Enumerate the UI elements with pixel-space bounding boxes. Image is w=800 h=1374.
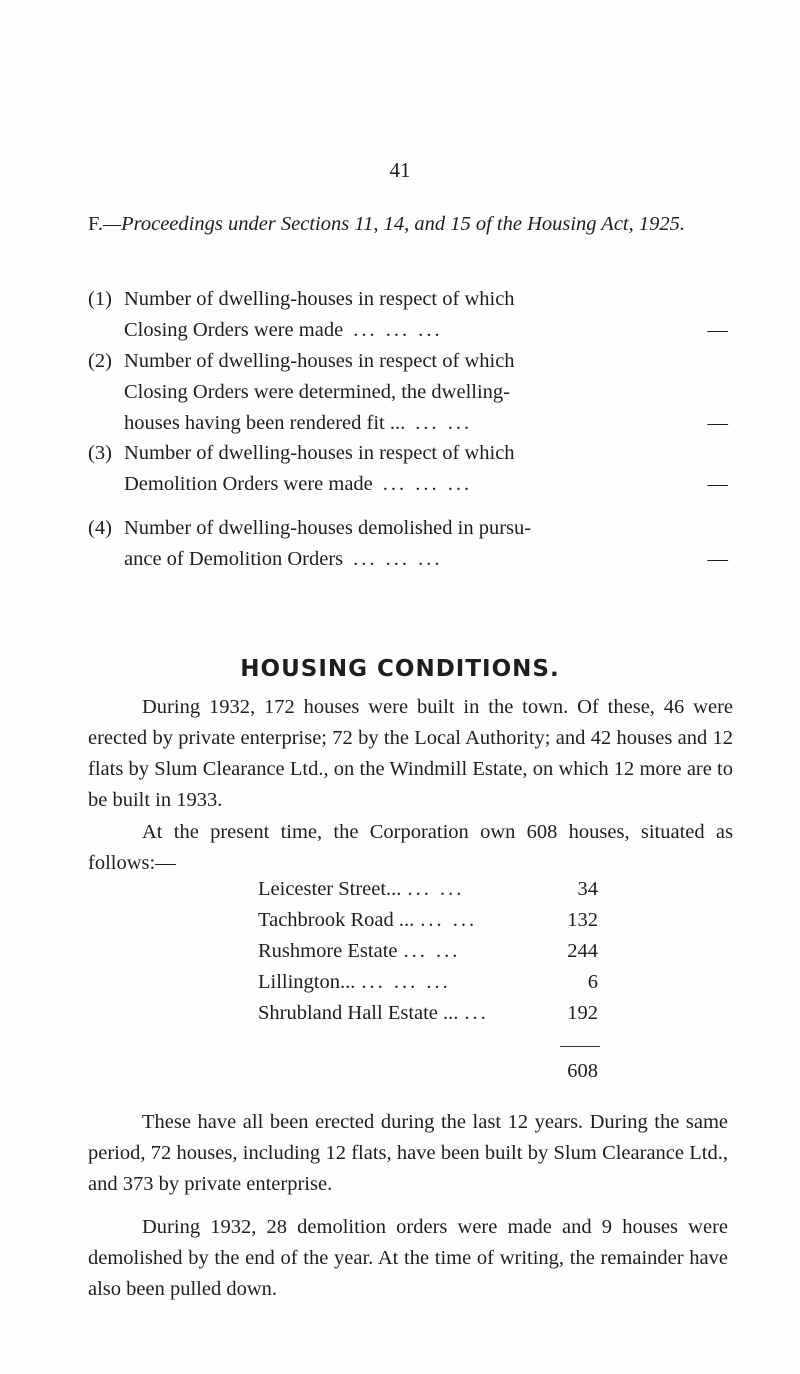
leader-dots: ... ... [415, 412, 473, 434]
table-row [258, 878, 598, 901]
leader-dots: ... ... ... [382, 473, 473, 495]
paragraph-text: During 1932, 28 demolition orders were made and 9 houses were demolished by the end of the year. At the time of writing, the remainder have also been pulled down. [88, 1216, 728, 1300]
paragraph-4 [88, 1212, 728, 1305]
leader-dots: ... [464, 1002, 489, 1024]
item-text: Closing Orders were determined, the dwelling- [124, 381, 510, 403]
paragraph-text: At the present time, the Corporation own 608 houses, situated as follows:— [88, 821, 733, 874]
paragraph-2 [88, 817, 733, 879]
estate-name: Tachbrook Road ... [258, 909, 415, 931]
house-count: 192 [567, 1002, 598, 1024]
house-count: 34 [577, 878, 598, 900]
leader-dots: ... ... ... [353, 319, 443, 341]
paragraph-text: These have all been erected during the last 12 years. During the same period, 72 houses, including 12 flats, have been built by Slum Clearance Ltd., and 373 by private enterprise. [88, 1111, 728, 1195]
item-text: Number of dwelling-houses in respect of which [124, 442, 515, 464]
house-count: 244 [567, 940, 598, 962]
table-row [258, 971, 598, 994]
item-text: Demolition Orders were made [124, 473, 373, 495]
item-value: — [707, 473, 728, 495]
section-title-text: —Proceedings under Sections 11, 14, and 15 of the Housing Act, 1925. [102, 213, 685, 235]
item-text: Closing Orders were made [124, 319, 344, 341]
list-item [88, 284, 728, 346]
item-value: — [707, 548, 728, 570]
table-row [258, 1002, 598, 1025]
list-item [88, 346, 728, 439]
leader-dots: ... ... [420, 909, 478, 931]
item-value: — [707, 319, 728, 341]
table-row [258, 940, 598, 963]
house-count: 6 [587, 971, 598, 993]
estate-name: Leicester Street... [258, 878, 402, 900]
item-number: (2) [88, 350, 112, 372]
list-item [88, 513, 728, 575]
table-row [258, 909, 598, 932]
total-rule [560, 1046, 600, 1047]
list-item [88, 438, 728, 500]
item-number: (4) [88, 517, 112, 539]
leader-dots: ... ... ... [361, 971, 451, 993]
item-text: Number of dwelling-houses demolished in pursu- [124, 517, 532, 539]
leader-dots: ... ... ... [353, 548, 443, 570]
item-number: (1) [88, 288, 112, 310]
item-text: Number of dwelling-houses in respect of which [124, 288, 515, 310]
paragraph-1 [88, 692, 733, 816]
table-total: 608 [567, 1060, 598, 1082]
item-text: houses having been rendered fit ... [124, 412, 406, 434]
housing-conditions-heading: HOUSING CONDITIONS. [240, 656, 560, 682]
item-text: ance of Demolition Orders [124, 548, 344, 570]
estate-name: Rushmore Estate [258, 940, 398, 962]
leader-dots: ... ... [403, 940, 461, 962]
page-number: 41 [389, 158, 411, 182]
house-count: 132 [567, 909, 598, 931]
estate-name: Lillington... [258, 971, 356, 993]
item-text: Number of dwelling-houses in respect of which [124, 350, 515, 372]
paragraph-text: During 1932, 172 houses were built in the town. Of these, 46 were erected by private enterprise; 72 by the Local Authority; and 42 houses and 12 flats by Slum Clearance Ltd., on the Windmill Estate, on which 12 more are to be built in 1933. [88, 696, 733, 811]
item-value: — [707, 412, 728, 434]
estate-name: Shrubland Hall Estate ... [258, 1002, 459, 1024]
leader-dots: ... ... [407, 878, 465, 900]
section-f-title [88, 209, 728, 239]
paragraph-3 [88, 1107, 728, 1200]
section-letter: F. [88, 213, 103, 235]
item-number: (3) [88, 442, 112, 464]
